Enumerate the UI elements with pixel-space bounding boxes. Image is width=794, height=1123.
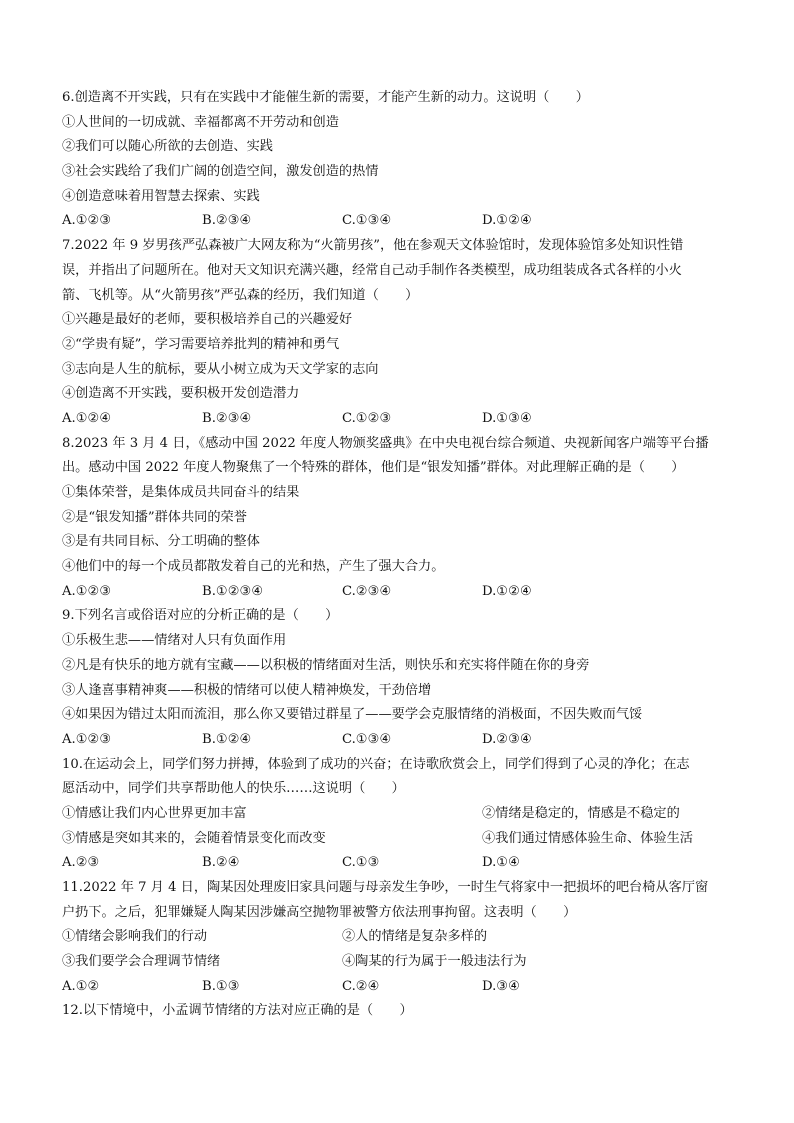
option-a[interactable]: A.①②③: [62, 213, 112, 229]
question-stem: 11.2022 年 7 月 4 日，陶某因处理废旧家具问题与母亲发生争吵，一时生气将家中一把损坏的吧台椅从客厅窗: [62, 880, 709, 895]
option-d[interactable]: D.①②④: [482, 213, 532, 229]
option-a[interactable]: A.①②④: [62, 410, 112, 426]
statement: ④他们中的每一个成员都散发着自己的光和热，产生了强大合力。: [62, 559, 445, 575]
option-c[interactable]: C.①②③: [342, 410, 392, 426]
options-row: [62, 851, 736, 876]
question-stem: 12.以下情境中，小孟调节情绪的方法对应正确的是（ ）: [62, 1003, 413, 1019]
question-stem: 6.创造离不开实践，只有在实践中才能催生新的需要，才能产生新的动力。这说明（ ）: [62, 90, 589, 105]
question-list: [62, 86, 736, 1024]
option-b[interactable]: B.①②④: [202, 731, 252, 747]
statement-pair: [62, 925, 736, 950]
statement: ①乐极生悲——情绪对人只有负面作用: [62, 633, 287, 649]
option-b[interactable]: B.②③④: [202, 213, 252, 229]
question-stem: 9.下列名言或俗语对应的分析正确的是（ ）: [62, 608, 339, 624]
question-stem: 误，并指出了问题所在。他对天文知识充满兴趣，经常自己动手制作各类模型，成功组装成各式各样的小火: [62, 262, 682, 278]
question-8: [62, 432, 736, 605]
options-row: [62, 975, 736, 1000]
option-a[interactable]: A.①②: [62, 978, 100, 994]
statement: ②“学贵有疑”，学习需要培养批判的精神和勇气: [62, 336, 340, 352]
statement: ②情绪是稳定的，情感是不稳定的: [482, 805, 680, 821]
option-d[interactable]: D.①④: [482, 855, 520, 871]
question-11: [62, 876, 736, 999]
question-stem: 出。感动中国 2022 年度人物聚焦了一个特殊的群体，他们是“银发知播”群体。对此理解正确的是（ ）: [62, 460, 685, 476]
statement: ①人世间的一切成就、幸福都离不开劳动和创造: [62, 114, 339, 130]
option-c[interactable]: C.①③④: [342, 731, 392, 747]
options-row: [62, 728, 736, 753]
option-c[interactable]: C.②④: [342, 978, 380, 994]
option-b[interactable]: B.②④: [202, 855, 240, 871]
option-b[interactable]: B.①②③④: [202, 583, 264, 599]
option-d[interactable]: D.②③④: [482, 731, 532, 747]
statement: ④创造离不开实践，要积极开发创造潜力: [62, 386, 300, 402]
statement: ③社会实践给了我们广阔的创造空间，激发创造的热情: [62, 164, 379, 180]
question-stem: 7.2022 年 9 岁男孩严弘森被广大网友称为“火箭男孩”，他在参观天文体验馆时，发现体验馆多处知识性错: [62, 238, 684, 254]
option-b[interactable]: B.①③: [202, 978, 240, 994]
statement: ①兴趣是最好的老师，要积极培养自己的兴趣爱好: [62, 312, 353, 328]
statement-pair: [62, 950, 736, 975]
question-stem: 10.在运动会上，同学们努力拼搏，体验到了成功的兴奋；在诗歌欣赏会上，同学们得到了心灵的净化；在志: [62, 756, 690, 772]
question-12: [62, 999, 736, 1024]
option-d[interactable]: D.③④: [482, 978, 520, 994]
statement: ④我们通过情感体验生命、体验生活: [482, 830, 693, 846]
statement: ③志向是人生的航标，要从小树立成为天文学家的志向: [62, 361, 379, 377]
statement: ④创造意味着用智慧去探索、实践: [62, 188, 260, 204]
options-row: [62, 407, 736, 432]
option-a[interactable]: A.①②③: [62, 583, 112, 599]
statement: ③是有共同目标、分工明确的整体: [62, 534, 260, 550]
statement: ②是“银发知播”群体共同的荣誉: [62, 509, 247, 525]
option-c[interactable]: C.①③: [342, 855, 380, 871]
options-row: [62, 209, 736, 234]
option-d[interactable]: D.①②④: [482, 583, 532, 599]
statement: ④陶某的行为属于一般违法行为: [342, 954, 527, 970]
option-a[interactable]: A.②③: [62, 855, 100, 871]
question-9: [62, 604, 736, 752]
options-row: [62, 580, 736, 605]
statement: ②我们可以随心所欲的去创造、实践: [62, 139, 273, 155]
statement: ③人逢喜事精神爽——积极的情绪可以使人精神焕发，干劲倍增: [62, 682, 432, 698]
statement: ①情感让我们内心世界更加丰富: [62, 805, 247, 821]
option-c[interactable]: C.②③④: [342, 583, 392, 599]
question-stem: 8.2023 年 3 月 4 日，《感动中国 2022 年度人物颁奖盛典》在中央电视台综合频道、央视新闻客户端等平台播: [62, 435, 709, 451]
statement: ②人的情绪是复杂多样的: [342, 929, 488, 945]
question-6: [62, 86, 736, 234]
question-stem: 户扔下。之后，犯罪嫌疑人陶某因涉嫌高空抛物罪被警方依法刑事拘留。这表明（ ）: [62, 904, 577, 920]
question-10: [62, 753, 736, 876]
statement: ①集体荣誉，是集体成员共同奋斗的结果: [62, 485, 300, 500]
statement: ③情感是突如其来的，会随着情景变化而改变: [62, 830, 326, 846]
question-7: [62, 234, 736, 432]
option-a[interactable]: A.①②③: [62, 731, 112, 747]
statement: ②凡是有快乐的地方就有宝藏——以积极的情绪面对生活，则快乐和充实将伴随在你的身旁: [62, 657, 590, 673]
statement: ①情绪会影响我们的行动: [62, 929, 208, 945]
statement: ④如果因为错过太阳而流泪，那么你又要错过群星了——要学会克服情绪的消极面，不因失败而气馁: [62, 707, 643, 723]
question-stem: 愿活动中，同学们共享帮助他人的快乐……这说明（ ）: [62, 781, 405, 797]
statement: ③我们要学会合理调节情绪: [62, 954, 221, 970]
option-c[interactable]: C.①③④: [342, 213, 392, 229]
question-stem: 箭、飞机等。从“火箭男孩”严弘森的经历，我们知道（ ）: [62, 287, 419, 303]
statement-pair: [62, 802, 736, 827]
statement-pair: [62, 827, 736, 852]
option-d[interactable]: D.①③④: [482, 410, 532, 426]
option-b[interactable]: B.②③④: [202, 410, 252, 426]
